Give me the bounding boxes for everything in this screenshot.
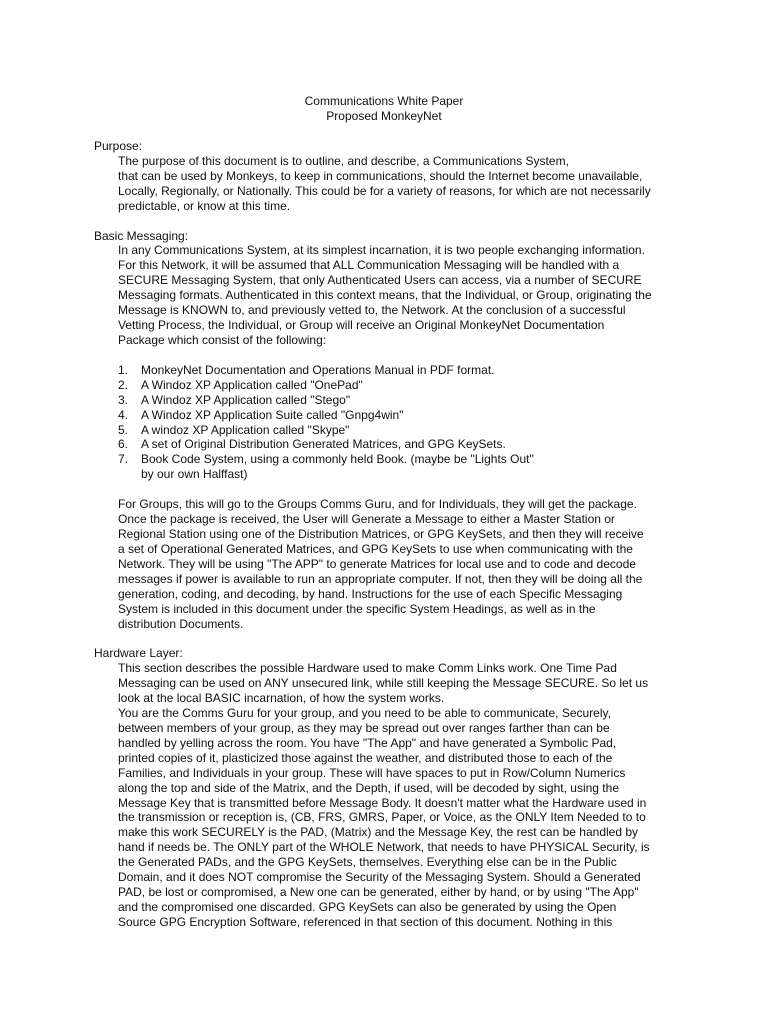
hardware-line: handled by yelling across the room. You have "The App" and have generated a Symbolic Pad, — [118, 735, 617, 750]
basic-messaging-line: Message is KNOWN to, and previously vetted to, the Network. At the conclusion of a successful — [118, 303, 626, 318]
purpose-heading: Purpose: — [94, 139, 143, 153]
package-list-item — [94, 437, 754, 452]
hardware-line: the transmission or reception is, (CB, FRS, GMRS, Paper, or Voice, as the ONLY Item Needed to to — [118, 810, 646, 825]
basic-messaging-line: In any Communications System, at its simplest incarnation, it is two people exchanging information. — [118, 243, 645, 258]
hardware-line: Message Key that is transmitted before Message Body. It doesn't matter what the Hardware used in — [118, 795, 647, 810]
subtitle-line: Proposed MonkeyNet — [326, 109, 442, 124]
distribution-line: messages if power is available to run an appropriate computer. If not, then they will be doing all the — [118, 571, 643, 586]
list-item-text: A Windoz XP Application called "OnePad" — [141, 377, 363, 392]
list-item-text: A windoz XP Application called "Skype" — [141, 422, 350, 437]
document-title — [0, 94, 768, 125]
list-item-text: A Windoz XP Application Suite called "Gnpg4win" — [141, 407, 404, 422]
package-list-item — [94, 393, 754, 408]
distribution-line: Regional Station using one of the Distribution Matrices, or GPG KeySets, and then they will receive — [118, 526, 644, 541]
list-item-continuation: by our own Halffast) — [141, 467, 248, 482]
hardware-line: PAD, be lost or compromised, a New one can be generated, either by hand, or by using "The App" — [118, 885, 639, 900]
hardware-line: Domain, and it does NOT compromise the Security of the Messaging System. Should a Generated — [118, 870, 641, 885]
list-number: 6. — [118, 437, 129, 452]
hardware-line: along the top and side of the Matrix, and the Depth, if used, will be decoded by sight, using the — [118, 780, 619, 795]
spacer — [94, 631, 754, 646]
list-number: 1. — [118, 362, 129, 377]
purpose-line: The purpose of this document is to outline, and describe, a Communications System, — [118, 153, 569, 168]
distribution-line: generation, coding, and decoding, by hand. Instructions for the use of each Specific Messaging — [118, 586, 623, 601]
title-line: Communications White Paper — [304, 94, 464, 108]
hardware-line: Families, and Individuals in your group. These will have spaces to put in Row/Column Numerics — [118, 765, 626, 780]
document-body — [94, 139, 754, 930]
basic-messaging-line: SECURE Messaging System, that only Authenticated Users can access, via a number of SECURE — [118, 273, 642, 288]
spacer — [94, 214, 754, 229]
list-item-text: Book Code System, using a commonly held Book. (maybe be "Lights Out" — [141, 452, 534, 467]
distribution-line: distribution Documents. — [118, 616, 244, 631]
list-number: 2. — [118, 377, 129, 392]
hardware-line: the Generated PADs, and the GPG KeySets, themselves. Everything else can be in the Public — [118, 855, 617, 870]
list-number: 4. — [118, 407, 129, 422]
spacer — [94, 482, 754, 497]
package-list-item — [94, 378, 754, 393]
basic-messaging-line: Vetting Process, the Individual, or Group will receive an Original MonkeyNet Documentation — [118, 318, 605, 333]
hardware-line: You are the Comms Guru for your group, and you need to be able to communicate, Securely, — [118, 706, 611, 721]
package-list-item — [94, 363, 754, 378]
list-item-text: A Windoz XP Application called "Stego" — [141, 392, 351, 407]
hardware-line: and the compromised one discarded. GPG KeySets can also be generated by using the Open — [118, 900, 617, 915]
basic-messaging-line: Messaging formats. Authenticated in this context means, that the Individual, or Group, originating the — [118, 288, 652, 303]
hardware-line: Messaging can be used on ANY unsecured link, while still keeping the Message SECURE. So let us — [118, 676, 649, 691]
distribution-line: Network. They will be using "The APP" to generate Matrices for local use and to code and decode — [118, 556, 636, 571]
distribution-line: System is included in this document under the specific System Headings, as well as in the — [118, 601, 596, 616]
hardware-line: This section describes the possible Hardware used to make Comm Links work. One Time Pad — [118, 661, 617, 676]
list-number: 7. — [118, 452, 129, 467]
list-item-text: MonkeyNet Documentation and Operations Manual in PDF format. — [141, 362, 495, 377]
package-list-item — [94, 408, 754, 423]
spacer — [94, 348, 754, 363]
list-number: 5. — [118, 422, 129, 437]
hardware-line: between members of your group, as they may be spread out over ranges farther than can be — [118, 720, 610, 735]
purpose-line: predictable, or know at this time. — [118, 198, 291, 213]
hardware-line: make this work SECURELY is the PAD, (Matrix) and the Message Key, the rest can be handled by — [118, 825, 639, 840]
distribution-line: a set of Operational Generated Matrices, and GPG KeySets to use when communicating with the — [118, 541, 633, 556]
distribution-line: For Groups, this will go to the Groups Comms Guru, and for Individuals, they will get the package. — [118, 497, 637, 512]
basic-messaging-line: Package which consist of the following: — [118, 332, 327, 347]
hardware-line: Source GPG Encryption Software, referenced in that section of this document. Nothing in this — [118, 914, 613, 929]
list-item-text: A set of Original Distribution Generated Matrices, and GPG KeySets. — [141, 437, 506, 452]
hardware-line: hand if needs be. The ONLY part of the WHOLE Network, that needs to have PHYSICAL Security, is — [118, 840, 650, 855]
hardware-layer-heading: Hardware Layer: — [94, 646, 183, 661]
hardware-line: printed copies of it, plasticized those against the weather, and distributed those to each of the — [118, 750, 613, 765]
package-list-item — [94, 452, 754, 467]
basic-messaging-line: For this Network, it will be assumed that ALL Communication Messaging will be handled with a — [118, 258, 620, 273]
purpose-line: that can be used by Monkeys, to keep in communications, should the Internet become unavailable, — [118, 168, 643, 183]
package-list-item — [94, 423, 754, 438]
purpose-line: Locally, Regionally, or Nationally. This could be for a variety of reasons, for which are not necessarily — [118, 183, 651, 198]
hardware-line: look at the local BASIC incarnation, of how the system works. — [118, 691, 445, 706]
list-number: 3. — [118, 392, 129, 407]
basic-messaging-heading: Basic Messaging: — [94, 228, 189, 243]
distribution-line: Once the package is received, the User will Generate a Message to either a Master Station or — [118, 512, 615, 527]
